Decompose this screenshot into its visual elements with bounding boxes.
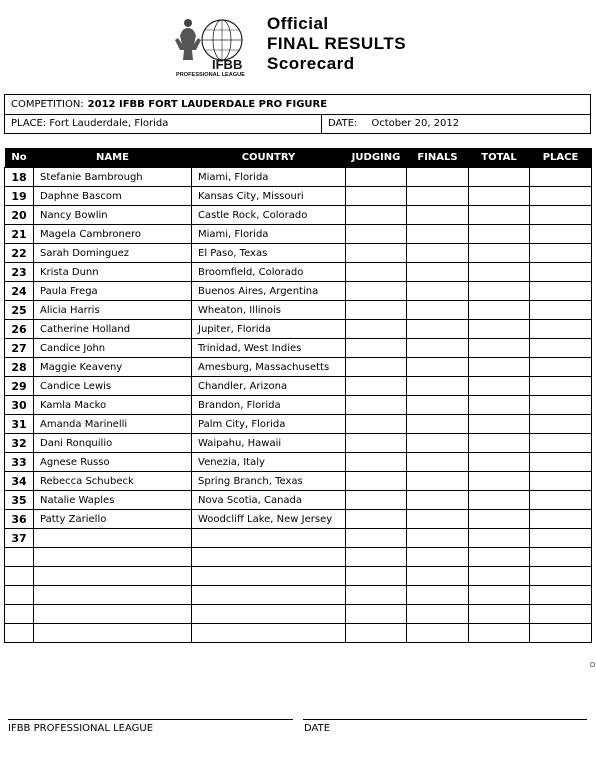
row-number (5, 605, 34, 624)
place-value: Fort Lauderdale, Florida (49, 118, 169, 129)
place-cell (530, 472, 592, 491)
finals-cell (407, 548, 469, 567)
competitor-country: Buenos Aires, Argentina (192, 282, 346, 301)
title-line-scorecard: Scorecard (267, 54, 355, 73)
row-number: 20 (5, 206, 34, 225)
competitor-country (192, 586, 346, 605)
row-number: 32 (5, 434, 34, 453)
date-label: DATE: (328, 118, 358, 129)
competitor-country: Wheaton, Illinois (192, 301, 346, 320)
finals-cell (407, 453, 469, 472)
total-cell (469, 434, 530, 453)
place-cell (530, 168, 592, 187)
place-cell (530, 244, 592, 263)
row-number: 34 (5, 472, 34, 491)
total-cell (469, 168, 530, 187)
table-header-row (5, 148, 592, 168)
place-cell (530, 434, 592, 453)
finals-cell (407, 244, 469, 263)
competitor-name: Daphne Bascom (34, 187, 192, 206)
competitor-name (34, 586, 192, 605)
table-row (5, 263, 592, 282)
table-row (5, 491, 592, 510)
judging-cell (346, 301, 407, 320)
judging-cell (346, 244, 407, 263)
row-number (5, 586, 34, 605)
competitor-name: Candice Lewis (34, 377, 192, 396)
table-row (5, 624, 592, 643)
place-cell (530, 510, 592, 529)
competitor-name: Natalie Waples (34, 491, 192, 510)
competitor-name: Patty Zariello (34, 510, 192, 529)
table-row (5, 225, 592, 244)
competitor-name (34, 567, 192, 586)
finals-cell (407, 434, 469, 453)
competitor-name (34, 624, 192, 643)
judging-cell (346, 168, 407, 187)
table-row (5, 282, 592, 301)
finals-cell (407, 377, 469, 396)
competitor-country (192, 567, 346, 586)
competitor-name: Sarah Dominguez (34, 244, 192, 263)
table-row (5, 301, 592, 320)
scorecard-header (0, 0, 596, 90)
place-cell (530, 320, 592, 339)
header-total: TOTAL (469, 148, 530, 168)
judging-cell (346, 263, 407, 282)
row-number: 18 (5, 168, 34, 187)
place-cell (530, 453, 592, 472)
table-row (5, 168, 592, 187)
header-no: No (5, 148, 34, 168)
finals-cell (407, 586, 469, 605)
date-value: October 20, 2012 (371, 118, 460, 129)
finals-cell (407, 168, 469, 187)
total-cell (469, 320, 530, 339)
total-cell (469, 301, 530, 320)
competitor-country: Chandler, Arizona (192, 377, 346, 396)
judging-cell (346, 624, 407, 643)
judging-cell (346, 510, 407, 529)
table-row (5, 453, 592, 472)
svg-text:IFBB: IFBB (212, 57, 243, 72)
place-cell (530, 529, 592, 548)
judging-cell (346, 225, 407, 244)
total-cell (469, 282, 530, 301)
judging-cell (346, 548, 407, 567)
judging-cell (346, 187, 407, 206)
total-cell (469, 244, 530, 263)
competition-row (5, 95, 590, 115)
judging-cell (346, 567, 407, 586)
finals-cell (407, 263, 469, 282)
league-signature-label: IFBB PROFESSIONAL LEAGUE (8, 723, 154, 734)
header-place: PLACE (530, 148, 592, 168)
table-row (5, 358, 592, 377)
row-number (5, 624, 34, 643)
competitor-country: Miami, Florida (192, 168, 346, 187)
competitor-name: Amanda Marinelli (34, 415, 192, 434)
row-number: 19 (5, 187, 34, 206)
judging-cell (346, 396, 407, 415)
competitor-name: Magela Cambronero (34, 225, 192, 244)
row-number: 26 (5, 320, 34, 339)
results-body (5, 168, 592, 643)
competitor-country: El Paso, Texas (192, 244, 346, 263)
finals-cell (407, 339, 469, 358)
competitor-country: Castle Rock, Colorado (192, 206, 346, 225)
judging-cell (346, 529, 407, 548)
competitor-name: Alicia Harris (34, 301, 192, 320)
total-cell (469, 187, 530, 206)
table-row (5, 377, 592, 396)
row-number: 31 (5, 415, 34, 434)
total-cell (469, 548, 530, 567)
place-date-row (5, 114, 590, 133)
place-cell (530, 301, 592, 320)
finals-cell (407, 491, 469, 510)
finals-cell (407, 529, 469, 548)
finals-cell (407, 282, 469, 301)
competitor-name: Paula Frega (34, 282, 192, 301)
league-signature-line (8, 719, 293, 720)
total-cell (469, 206, 530, 225)
competitor-country: Woodcliff Lake, New Jersey (192, 510, 346, 529)
total-cell (469, 396, 530, 415)
finals-cell (407, 358, 469, 377)
judging-cell (346, 320, 407, 339)
table-row (5, 244, 592, 263)
competitor-country: Waipahu, Hawaii (192, 434, 346, 453)
table-row (5, 548, 592, 567)
judging-cell (346, 358, 407, 377)
competitor-name: Stefanie Bambrough (34, 168, 192, 187)
date-signature-line (303, 719, 587, 720)
place-cell (530, 491, 592, 510)
finals-cell (407, 225, 469, 244)
table-row (5, 339, 592, 358)
total-cell (469, 263, 530, 282)
competitor-name (34, 548, 192, 567)
table-row (5, 396, 592, 415)
total-cell (469, 358, 530, 377)
competitor-country (192, 548, 346, 567)
finals-cell (407, 301, 469, 320)
place-label: PLACE: (11, 118, 47, 129)
finals-cell (407, 624, 469, 643)
total-cell (469, 377, 530, 396)
competitor-country: Brandon, Florida (192, 396, 346, 415)
row-number: 37 (5, 529, 34, 548)
place-cell (530, 282, 592, 301)
place-cell (530, 415, 592, 434)
place-cell (530, 396, 592, 415)
row-number: 33 (5, 453, 34, 472)
row-number: 21 (5, 225, 34, 244)
row-number: 25 (5, 301, 34, 320)
competitor-name: Dani Ronquilio (34, 434, 192, 453)
place-cell (530, 225, 592, 244)
date-signature-label: DATE (304, 723, 331, 734)
table-row (5, 586, 592, 605)
place-cell (530, 567, 592, 586)
row-number: 24 (5, 282, 34, 301)
competitor-name: Maggie Keaveny (34, 358, 192, 377)
table-row (5, 472, 592, 491)
total-cell (469, 605, 530, 624)
table-row (5, 434, 592, 453)
table-row (5, 415, 592, 434)
competitor-name (34, 605, 192, 624)
row-number: 27 (5, 339, 34, 358)
place-cell (530, 377, 592, 396)
competition-info-box (4, 94, 591, 134)
total-cell (469, 510, 530, 529)
total-cell (469, 225, 530, 244)
competitor-country (192, 624, 346, 643)
table-row (5, 206, 592, 225)
competitor-country (192, 605, 346, 624)
scorecard-title (267, 14, 406, 74)
judging-cell (346, 377, 407, 396)
finals-cell (407, 472, 469, 491)
row-number: 30 (5, 396, 34, 415)
competitor-name: Rebecca Schubeck (34, 472, 192, 491)
competitor-country: Nova Scotia, Canada (192, 491, 346, 510)
place-cell (530, 624, 592, 643)
total-cell (469, 491, 530, 510)
judging-cell (346, 415, 407, 434)
place-cell (530, 605, 592, 624)
table-row (5, 529, 592, 548)
place-cell (530, 339, 592, 358)
competitor-country: Amesburg, Massachusetts (192, 358, 346, 377)
finals-cell (407, 320, 469, 339)
place-cell (530, 206, 592, 225)
competitor-name: Krista Dunn (34, 263, 192, 282)
finals-cell (407, 510, 469, 529)
judging-cell (346, 453, 407, 472)
competitor-country: Spring Branch, Texas (192, 472, 346, 491)
judging-cell (346, 491, 407, 510)
finals-cell (407, 206, 469, 225)
ifbb-logo (170, 14, 260, 78)
row-number: 36 (5, 510, 34, 529)
judging-cell (346, 206, 407, 225)
header-country: COUNTRY (192, 148, 346, 168)
row-number (5, 567, 34, 586)
judging-cell (346, 586, 407, 605)
judging-cell (346, 339, 407, 358)
judging-cell (346, 434, 407, 453)
svg-text:PROFESSIONAL LEAGUE: PROFESSIONAL LEAGUE (176, 72, 245, 78)
competitor-country: Kansas City, Missouri (192, 187, 346, 206)
competitor-country: Palm City, Florida (192, 415, 346, 434)
competition-value: 2012 IFBB FORT LAUDERDALE PRO FIGURE (87, 99, 328, 110)
finals-cell (407, 187, 469, 206)
date-cell (321, 114, 459, 133)
total-cell (469, 529, 530, 548)
row-number: 35 (5, 491, 34, 510)
competitor-country: Trinidad, West Indies (192, 339, 346, 358)
competitor-country: Jupiter, Florida (192, 320, 346, 339)
total-cell (469, 339, 530, 358)
header-judging: JUDGING (346, 148, 407, 168)
title-line-final-results: FINAL RESULTS (267, 34, 407, 53)
place-cell (530, 586, 592, 605)
total-cell (469, 472, 530, 491)
competitor-name: Kamla Macko (34, 396, 192, 415)
results-table (4, 148, 592, 643)
competitor-name (34, 529, 192, 548)
judging-cell (346, 282, 407, 301)
competitor-country: Miami, Florida (192, 225, 346, 244)
row-number: 28 (5, 358, 34, 377)
competitor-country (192, 529, 346, 548)
header-name: NAME (34, 148, 192, 168)
total-cell (469, 415, 530, 434)
competitor-name: Catherine Holland (34, 320, 192, 339)
finals-cell (407, 396, 469, 415)
row-number (5, 548, 34, 567)
header-finals: FINALS (407, 148, 469, 168)
total-cell (469, 624, 530, 643)
table-row (5, 510, 592, 529)
competition-label: COMPETITION: (11, 99, 84, 110)
row-number: 29 (5, 377, 34, 396)
table-row (5, 567, 592, 586)
place-cell (530, 187, 592, 206)
competitor-country: Broomfield, Colorado (192, 263, 346, 282)
table-row (5, 187, 592, 206)
table-row (5, 605, 592, 624)
total-cell (469, 586, 530, 605)
competitor-name: Candice John (34, 339, 192, 358)
competitor-name: Nancy Bowlin (34, 206, 192, 225)
place-cell (530, 263, 592, 282)
judging-cell (346, 472, 407, 491)
table-row (5, 320, 592, 339)
finals-cell (407, 415, 469, 434)
title-line-official: Official (267, 14, 329, 33)
competitor-country: Venezia, Italy (192, 453, 346, 472)
total-cell (469, 453, 530, 472)
finals-cell (407, 605, 469, 624)
competitor-name: Agnese Russo (34, 453, 192, 472)
place-cell (530, 358, 592, 377)
judging-cell (346, 605, 407, 624)
table-resize-handle (590, 662, 595, 667)
total-cell (469, 567, 530, 586)
place-cell (530, 548, 592, 567)
row-number: 22 (5, 244, 34, 263)
finals-cell (407, 567, 469, 586)
row-number: 23 (5, 263, 34, 282)
